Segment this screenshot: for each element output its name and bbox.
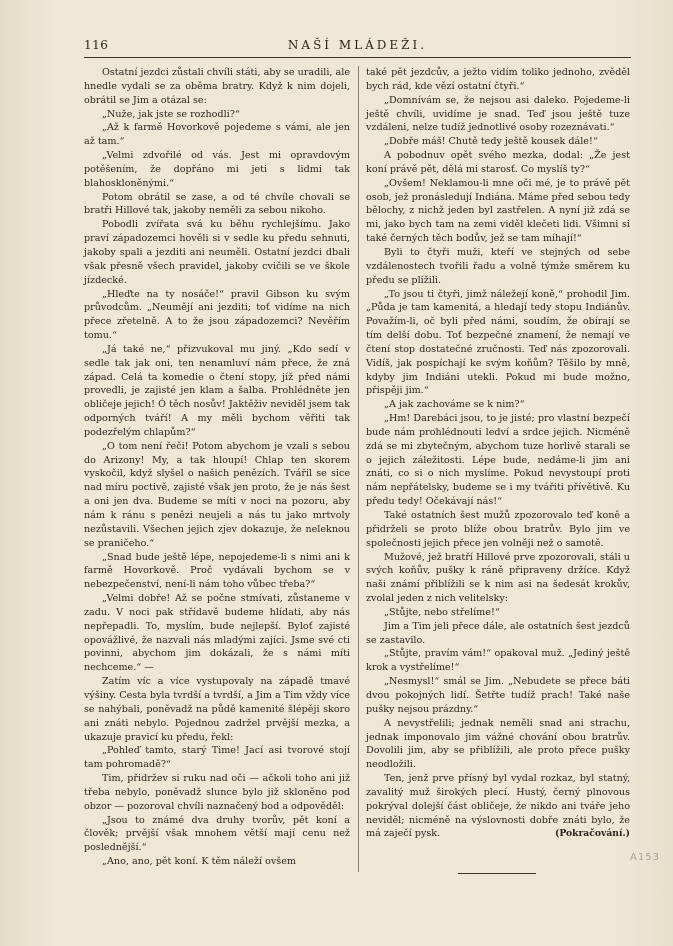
column-divider	[358, 66, 359, 872]
paragraph: „Snad bude ještě lépe, nepojedeme-li s nimi ani k farmě Hovorkově. Proč vydávali bychom se v nebezpečenství, není-li nám toho vůbec třeba?“	[84, 551, 350, 591]
paragraph: A pobodnuv opět svého mezka, dodal: „Že jest koní právě pět, dělá mi starosť. Co myslíš ty?“	[366, 150, 630, 175]
paragraph: Tim, přidržev si ruku nad oči — ačkoli toho ani již třeba nebylo, poněvadž slunce bylo již skloněno pod obzor — pozoroval chvíli naznačený bod a odpověděl:	[84, 773, 350, 812]
paragraph: „To jsou ti čtyři, jimž náležejí koně,“ prohodil Jim. „Půda je tam kamenitá, a hledají tedy stopu Indiánův. Považím-li, oč byli před námi, soudím, že obírají se tím delší dobu. Toť bezpečné znamení, že nemají ve čtení stop dostatečné zručnosti. Teď nás zpozorovali. Vidíš, jak pospíchají ke svým koňům? Těšilo by mně, kdyby jim Indiáni utekli. Pokud mi bude možno, přispěji jim.“	[366, 288, 630, 397]
paragraph: „O tom není řeči! Potom abychom je vzali s sebou do Arizony! My, a tak hloupí! Chlap ten skorem vyskočil, když slyšel o našich penězích. Tvářil se sice nad míru poctivě, zajisté však jen proto, že je nás šest a oni jen dva. Budeme se míti v noci na pozoru, aby nám k ránu s penězi neujeli a nás tu jako mrtvoly nezůstavili. Všechen jejich zjev dokazuje, že neleknou se praničeho.“	[84, 440, 350, 549]
paragraph: „Stůjte, nebo střelíme!“	[384, 606, 500, 618]
paragraph: Pobodli zvířata svá ku běhu rychlejšímu. Jako praví západozemci hověli si v sedle ku předu sehnuti, jakoby spali a jezditi ani neuměli. Ostatní jezdci dbali však přesně všech pravidel, jakoby cvičili se ve škole jízdecké.	[84, 219, 350, 286]
paragraph: Také ostatních šest mužů zpozorovalo teď koně a přidrželi se proto blíže obou bratrův. Bylo jim ve společnosti jejich přece jen volněji než o samotě.	[366, 510, 630, 549]
paragraph: také pět jezdcův, a ježto vidím toliko jednoho, zvěděl bych rád, kde vězí ostatní čtyři.“	[366, 67, 630, 92]
right-column	[366, 66, 630, 841]
paragraph: „Hm! Darebáci jsou, to je jisté; pro vlastní bezpečí bude nám prohlédnouti ledví a srdce jejich. Nicméně zdá se mi zbytečným, abychom tuze horlivě starali se o jejich záležitosti. Lépe bude, nedáme-li jim ani znáti, co si o nich myslíme. Pokud nevystoupí proti nám nepřátelsky, budeme se i my tvářiti přívětivě. Ku předu tedy! Očekávají nás!“	[366, 413, 630, 508]
paragraph: „Jsou to známé dva druhy tvorův, pět koní a člověk; prvější však mnohem větší mají cenu než poslednější.“	[84, 814, 350, 854]
paragraph: „Velmi zdvořilé od vás. Jest mi opravdovým potěšením, že dopřáno mi jeti s lidmi tak blahoskloněnými.“	[84, 150, 350, 189]
paragraph: „Stůjte, pravím vám!“ opakoval muž. „Jediný ještě krok a vystřelíme!“	[366, 648, 630, 674]
paragraph: „A jak zachováme se k nim?“	[384, 399, 525, 411]
paragraph: „Nesmysl!“ smál se Jim. „Nebudete se přece báti dvou pokojných lidí. Šetřte tudíž prach! Také naše pušky nejsou prázdny.“	[366, 676, 630, 715]
paragraph: Ten, jenž prve přísný byl vydal rozkaz, byl statný, zavalitý muž širokých plecí. Hustý, černý plnovous pokrýval dolejší část obličeje, že nikdo ani tváře jeho neviděl; nicméně na výslovnosti dobře znáti bylo, že má zaječí pysk. (Pokračování.)	[366, 773, 630, 840]
paragraph: Zatím víc a více vystupovaly na západě tmavé výšiny. Cesta byla tvrdší a tvrdší, a Jim a Tim vždy více se nahýbali, poněvadž na půdě kamenité šlépěji skoro ani znáti nebylo. Pojednou zadržel prvější mezka, a ukazuje pravicí ku předu, řekl:	[84, 676, 350, 743]
paragraph: Mužové, jež bratří Hillové prve zpozorovali, stáli u svých koňův, pušky k ráně připraveny držíce. Když naši známí přiblížili se k nim asi na šedesát krokův, zvolal jeden z nich velitelsky:	[366, 551, 630, 605]
paragraph: „Ovšem! Neklamou-li mne oči mé, je to právě pět osob, jež pronásledují Indiána. Máme před sebou tedy bělochy, z nichž jeden byl zastřelen. A nyní již zdá se mi, jako bych tam na zemi viděl klečeti lidi. Všimni si také černých těch bodův, jež se tam míhají!“	[366, 177, 630, 245]
paragraph: „Domnívám se, že nejsou asi daleko. Pojedeme-li ještě chvíli, uvidíme je snad. Teď jsou ještě tuze vzdáleni, nelze tudíž jednotlivé osoby rozeznávati.“	[366, 94, 630, 134]
paragraph: A nevystřelili; jednak neměli snad ani strachu, jednak imponovalo jim vážné chování obou bratrův. Dovolili jim, aby se přiblížili, ale proto přece pušky neodložili.	[366, 717, 630, 771]
paragraph: Ostatní jezdci zůstali chvíli státi, aby se uradili, ale hnedle vydali se za oběma bratry. Když k nim dojeli, obrátil se Jim a otázal se:	[84, 67, 350, 106]
paragraph: „Dobře máš! Chutě tedy ještě kousek dále!“	[384, 136, 598, 148]
paragraph: „Velmi dobře! Až se počne stmívati, zůstaneme v zadu. V noci pak střídavě budeme hlídati, aby nás nepřepadli. To, myslím, bude nejlepší. Byloť zajisté opovážlivé, že nazvali nás mladými zajíci. Jsme své cti povinni, abychom jim dokázali, že s námi míti nechceme.“ —	[84, 593, 350, 674]
running-title: NAŠÍ MLÁDEŽI.	[287, 38, 428, 52]
library-stamp: A153	[630, 852, 660, 863]
paragraph: Potom obrátil se zase, a od té chvíle chovali se bratři Hillové tak, jakoby neměli za sebou nikoho.	[84, 191, 350, 217]
paragraph: „Ano, ano, pět koní. K těm náleží ovšem	[102, 856, 296, 868]
paragraph: Byli to čtyři muži, kteří ve stejných od sebe vzdálenostech tvořili řadu a volně týmže směrem ku předu se plížili.	[366, 246, 630, 286]
paragraph: „Hleďte na ty nosáče!“ pravil Gibson ku svým průvodcům. „Neumějí ani jezditi; toť vidíme na nich přece zřetelně. A to že jsou západozemci? Nevěřím tomu.“	[84, 288, 350, 342]
paragraph: „Pohleď tamto, starý Time! Jací asi tvorové stojí tam pohromadě?“	[84, 745, 350, 771]
header-rule	[84, 57, 631, 58]
page-number: 116	[84, 38, 109, 52]
paragraph: „Až k farmě Hovorkově pojedeme s vámi, ale jen až tam.“	[84, 122, 350, 148]
left-column	[84, 66, 350, 869]
continuation-note: (Pokračování.)	[554, 828, 630, 840]
end-rule	[458, 873, 536, 874]
paragraph: „Nuže, jak jste se rozhodli?“	[102, 108, 240, 120]
paragraph: Jim a Tim jeli přece dále, ale ostatních šest jezdců se zastavilo.	[366, 620, 630, 646]
paragraph: „Já také ne,“ přizvukoval mu jiný. „Kdo sedí v sedle tak jak oni, ten nenamluví nám přece, že zná západ. Celá ta komedie o čtení stopy, jíž před námi provedli, je zajisté jen klam a šalba. Prohlédněte jen obličeje jejich! Ó těch nosův! Jaktěživ neviděl jsem tak odporných tváří! A my měli bychom věřiti tak podezřelým chlapům?“	[84, 343, 350, 438]
